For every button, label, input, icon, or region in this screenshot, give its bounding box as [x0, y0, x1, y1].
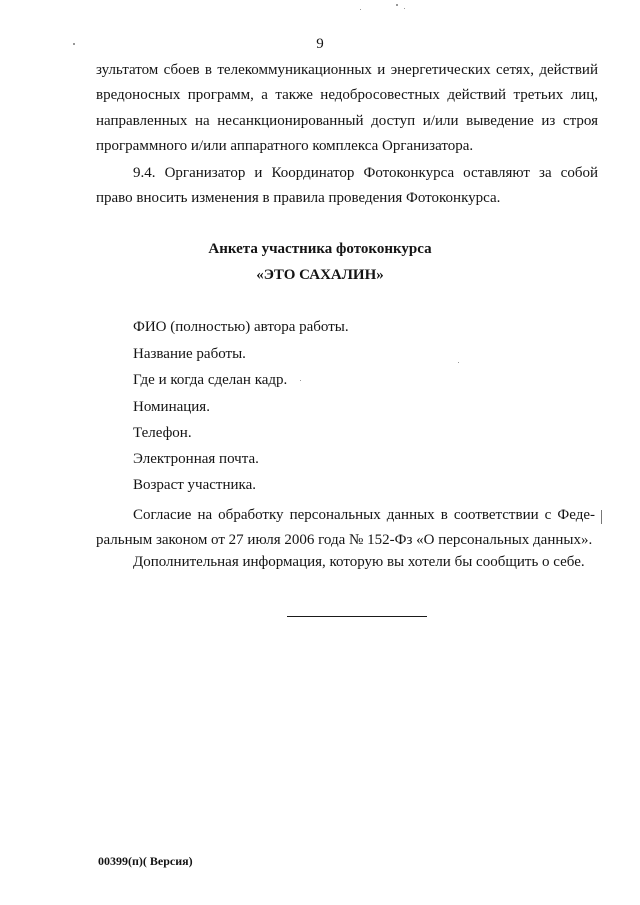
- field-where-when: Где и когда сделан кадр.: [133, 372, 288, 388]
- scan-speck: [458, 362, 459, 363]
- form-title: Анкета участника фотоконкурса: [208, 241, 432, 257]
- consent-line-2: ральным законом от 27 июля 2006 года № 152-Фз «О персональных данных».: [96, 532, 593, 548]
- closing-rule: [287, 616, 427, 617]
- footer-version: 00399(п)( Версия): [98, 854, 193, 868]
- form-subtitle: «ЭТО САХАЛИН»: [256, 267, 384, 283]
- page-number: 9: [316, 36, 324, 52]
- scan-speck: [404, 8, 405, 9]
- clause-9-3-line-1: зультатом сбоев в телекоммуникационных и энергетических сетях, действий: [96, 62, 598, 78]
- field-additional-info: Дополнительная информация, которую вы хотели бы сообщить о себе.: [133, 554, 585, 570]
- consent-line-1: Согласие на обработку персональных данных в соответствии с Феде-: [133, 507, 595, 523]
- clause-9-3-line-3: направленных на несанкционированный доступ и/или выведение из строя: [96, 113, 598, 129]
- scan-speck: [73, 43, 75, 45]
- scan-edge-mark: [601, 510, 602, 524]
- field-nomination: Номинация.: [133, 399, 210, 415]
- scan-speck: [300, 380, 301, 381]
- field-author: ФИО (полностью) автора работы.: [133, 319, 349, 335]
- scan-speck: [396, 4, 398, 6]
- field-age: Возраст участника.: [133, 477, 256, 493]
- clause-9-4-line-1: 9.4. Организатор и Координатор Фотоконкурса оставляют за собой: [133, 165, 598, 181]
- field-work-title: Название работы.: [133, 346, 246, 362]
- field-phone: Телефон.: [133, 425, 192, 441]
- clause-9-3-line-2: вредоносных программ, а также недобросовестных действий третьих лиц,: [96, 87, 598, 103]
- scan-speck: [360, 9, 361, 10]
- field-email: Электронная почта.: [133, 451, 259, 467]
- clause-9-4-line-2: право вносить изменения в правила проведения Фотоконкурса.: [96, 190, 501, 206]
- clause-9-3-line-4: программного и/или аппаратного комплекса Организатора.: [96, 138, 474, 154]
